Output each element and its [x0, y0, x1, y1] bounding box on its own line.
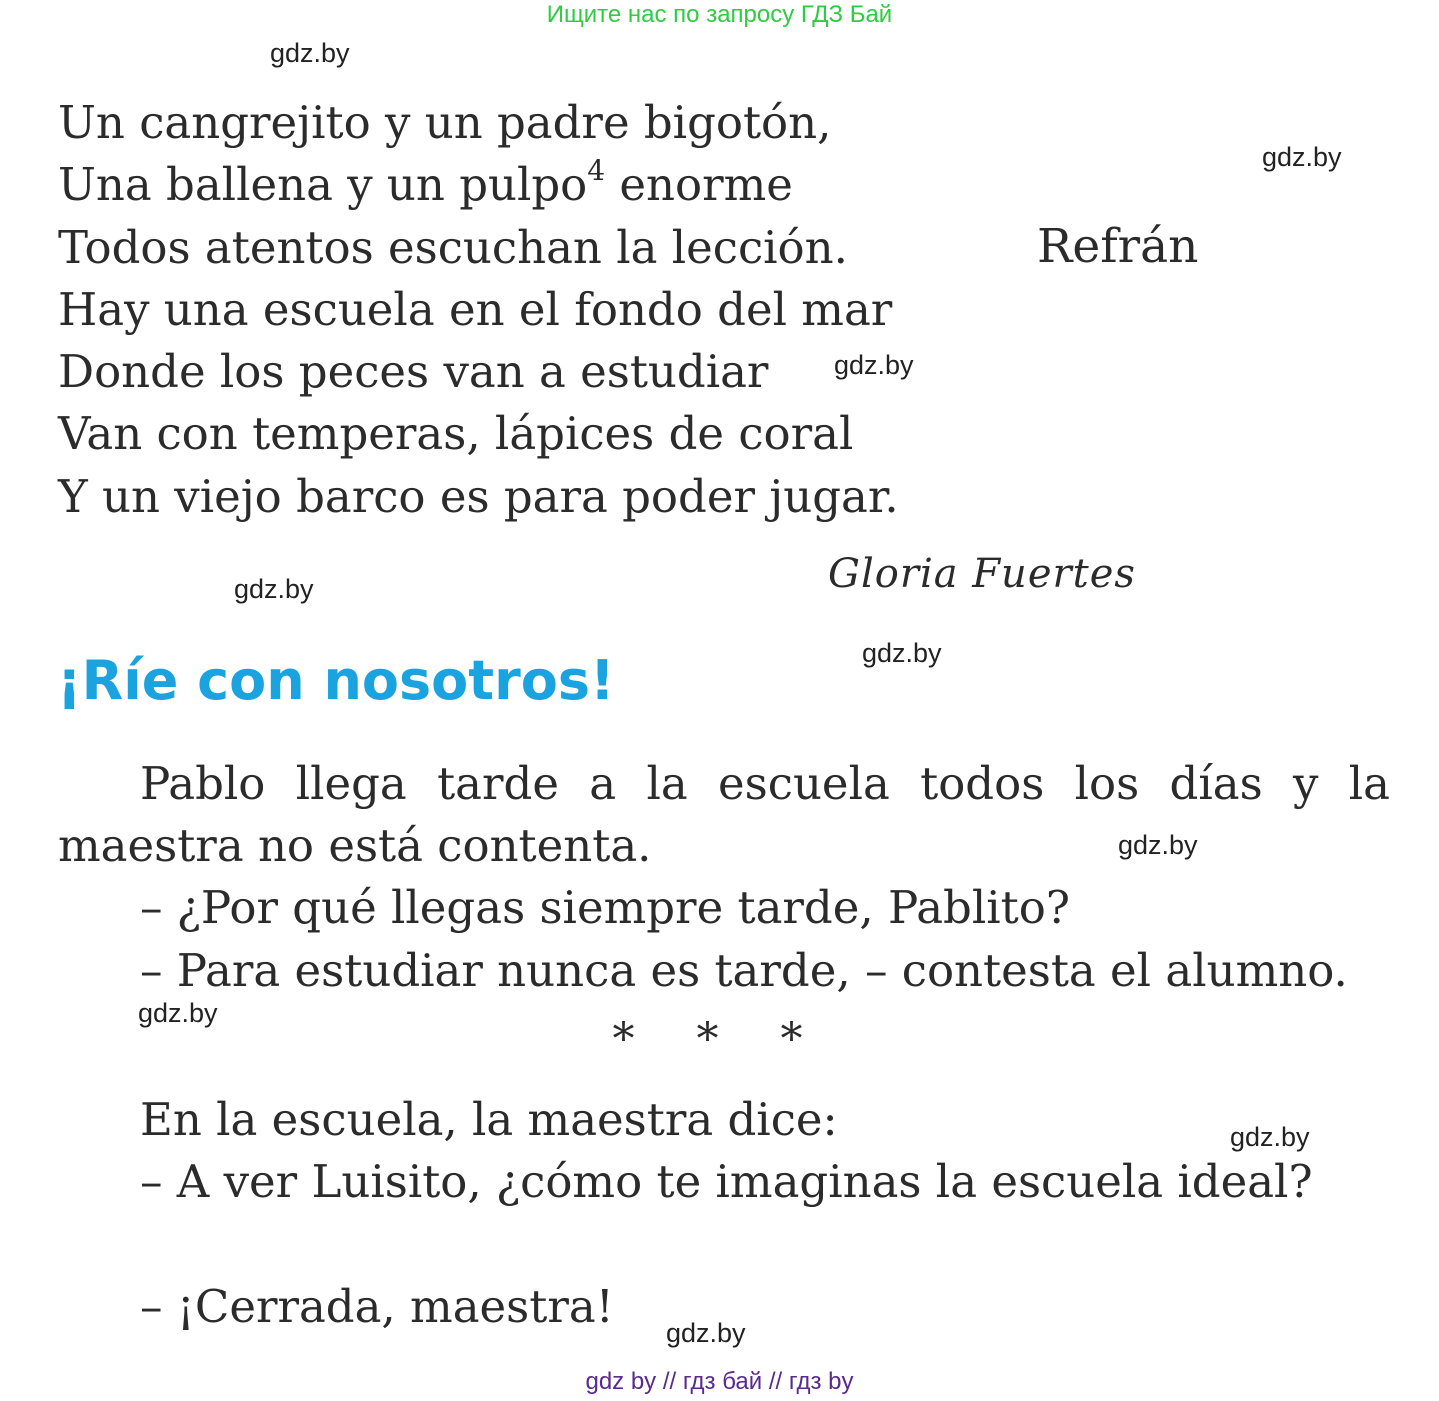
joke2-intro: En la escuela, la maestra dice:: [140, 1093, 838, 1146]
poem-line: [58, 154, 899, 216]
watermark: gdz.by: [234, 574, 314, 604]
watermark: gdz.by: [138, 998, 218, 1028]
poem-line: Donde los peces van a estudiar: [58, 345, 769, 399]
refrain-label: Refrán: [1037, 219, 1199, 274]
poem-author: Gloria Fuertes: [828, 551, 1136, 597]
watermark: gdz.by: [862, 638, 942, 668]
watermark: gdz.by: [834, 350, 914, 380]
joke1-intro: Pablo llega tarde a la escuela todos los días y la maestra no está contenta.: [58, 757, 1390, 872]
poem-line: Van con temperas, lápices de coral: [58, 407, 854, 461]
watermark: gdz.by: [1118, 830, 1198, 860]
poem-line-tail: enorme: [605, 158, 793, 212]
joke2-question: – A ver Luisito, ¿cómo te imaginas la escuela ideal?: [140, 1155, 1313, 1208]
watermark: gdz.by: [1230, 1122, 1310, 1152]
poem-line: Hay una escuela en el fondo del mar: [58, 282, 893, 336]
poem-line: Todos atentos escuchan la lección.: [58, 220, 848, 274]
joke2-answer: – ¡Cerrada, maestra!: [140, 1280, 614, 1333]
bottom-footer: gdz by // гдз бай // гдз by: [585, 1368, 854, 1395]
footnote-mark: 4: [587, 154, 606, 188]
section-heading: ¡Ríe con nosotros!: [57, 649, 615, 712]
joke1-answer: – Para estudiar nunca es tarde, – contesta el alumno.: [140, 944, 1348, 997]
poem-line-text: Una ballena y un pulpo: [58, 158, 588, 212]
top-banner: Ищите нас по запросу ГДЗ Бай: [546, 1, 893, 28]
poem-line: Un cangrejito y un padre bigotón,: [58, 96, 832, 149]
watermark: gdz.by: [1262, 142, 1342, 172]
watermark: gdz.by: [666, 1318, 746, 1348]
poem-line: Y un viejo barco es para poder jugar.: [58, 469, 899, 523]
poem: [58, 92, 899, 528]
joke1-question: – ¿Por qué llegas siempre tarde, Pablito?: [140, 881, 1070, 934]
watermark: gdz.by: [270, 38, 350, 68]
separator: * * *: [612, 1014, 827, 1065]
